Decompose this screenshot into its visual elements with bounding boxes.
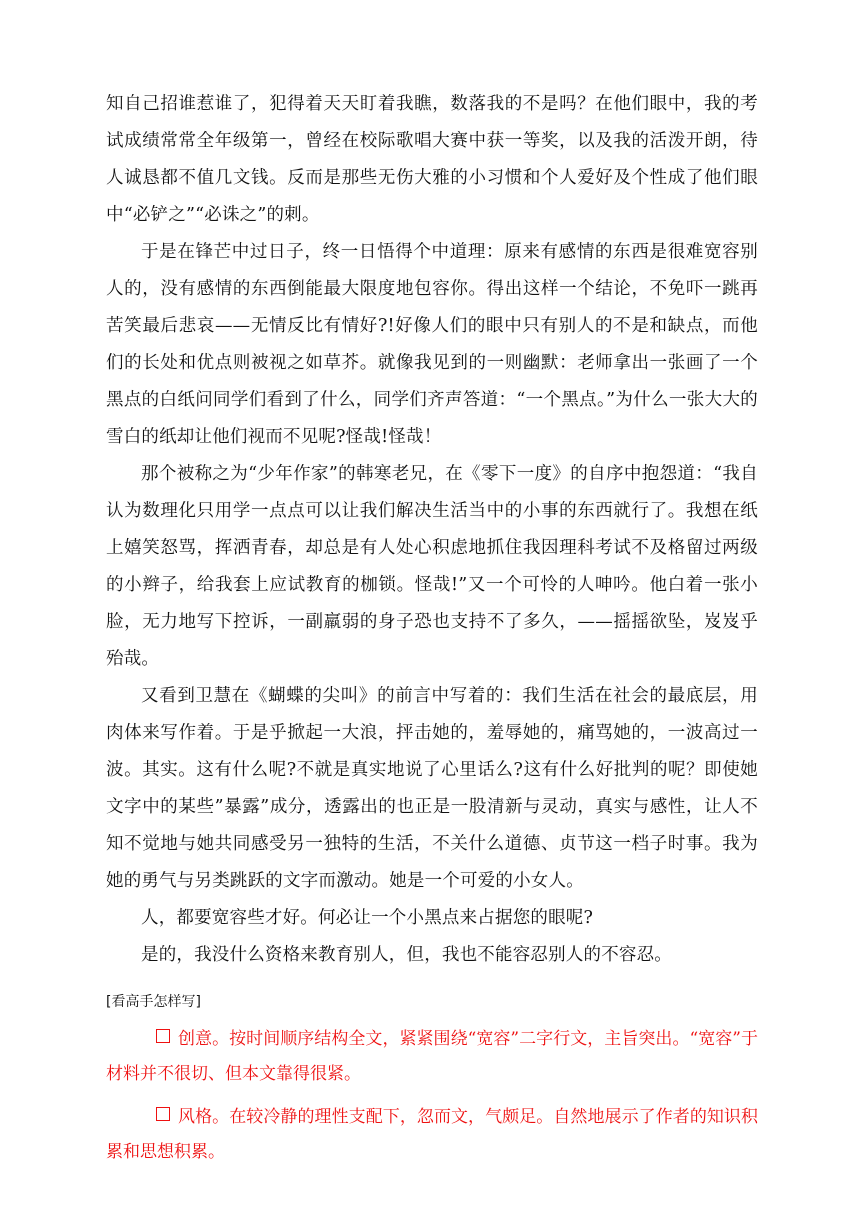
body-paragraph-3: 那个被称之为“少年作家”的韩寒老兄，在《零下一度》的自序中抱怨道：“我自认为数理化只用学一点点可以让我们解决生活当中的小事的东西就行了。我想在纸上嬉笑怒骂，挥洒青春，却总是有人处心积虑地抓住我因理科考试不及格留过两级的小辫子，给我套上应试教育的枷锁。怪哉!”又一个可怜的人呻吟。他白着一张小脸，无力地写下控诉，一副羸弱的身子恐也支持不了多久，——摇摇欲坠，岌岌乎殆哉。 <box>106 464 758 669</box>
comment-text: 创意。按时间顺序结构全文，紧紧围绕“宽容”二字行文，主旨突出。“宽容”于材料并不很切、但本文靠得很紧。 <box>106 1029 758 1084</box>
body-paragraph-2: 于是在锋芒中过日子，终一日悟得个中道理：原来有感情的东西是很难宽容别人的，没有感情的东西倒能最大限度地包容你。得出这样一个结论，不免吓一跳再苦笑最后悲哀——无情反比有情好?!好像人们的眼中只有别人的不是和缺点，而他们的长处和优点则被视之如草芥。就像我见到的一则幽默：老师拿出一张画了一个黑点的白纸问同学们看到了什么，同学们齐声答道：“一个黑点。”为什么一张大大的雪白的纸却让他们视而不见呢?怪哉!怪哉！ <box>106 242 758 447</box>
checkbox-marker-icon <box>156 1029 170 1043</box>
section-heading: [看高手怎样写] <box>106 994 201 1010</box>
comment-text: 风格。在较冷静的理性支配下，忽而文，气颇足。自然地展示了作者的知识积累和思想积累。 <box>106 1107 758 1162</box>
comment-creativity <box>106 1022 758 1092</box>
body-paragraph-1: 知自己招谁惹谁了，犯得着天天盯着我瞧，数落我的不是吗？在他们眼中，我的考试成绩常常全年级第一，曾经在校际歌唱大赛中获一等奖，以及我的活泼开朗，待人诚恳都不值几文钱。反而是那些无伤大雅的小习惯和个人爱好及个性成了他们眼中“必铲之”“必诛之”的刺。 <box>106 94 758 225</box>
document-page <box>106 86 758 1170</box>
body-paragraph-5: 人，都要宽容些才好。何必让一个小黑点来占据您的眼呢? <box>141 908 594 928</box>
body-paragraph-6: 是的，我没什么资格来教育别人，但，我也不能容忍别人的不容忍。 <box>141 945 672 965</box>
comment-style <box>106 1100 758 1170</box>
body-paragraph-4: 又看到卫慧在《蝴蝶的尖叫》的前言中写着的：我们生活在社会的最底层，用肉体来写作着。于是乎掀起一大浪，抨击她的，羞辱她的，痛骂她的，一波高过一波。其实。这有什么呢?不就是真实地说了心里话么?这有什么好批判的呢？即使她文字中的某些”暴露”成分，透露出的也正是一股清新与灵动，真实与感性，让人不知不觉地与她共同感受另一独特的生活，不关什么道德、贞节这一档子时事。我为她的勇气与另类跳跃的文字而激动。她是一个可爱的小女人。 <box>106 686 758 891</box>
checkbox-marker-icon <box>156 1107 170 1121</box>
